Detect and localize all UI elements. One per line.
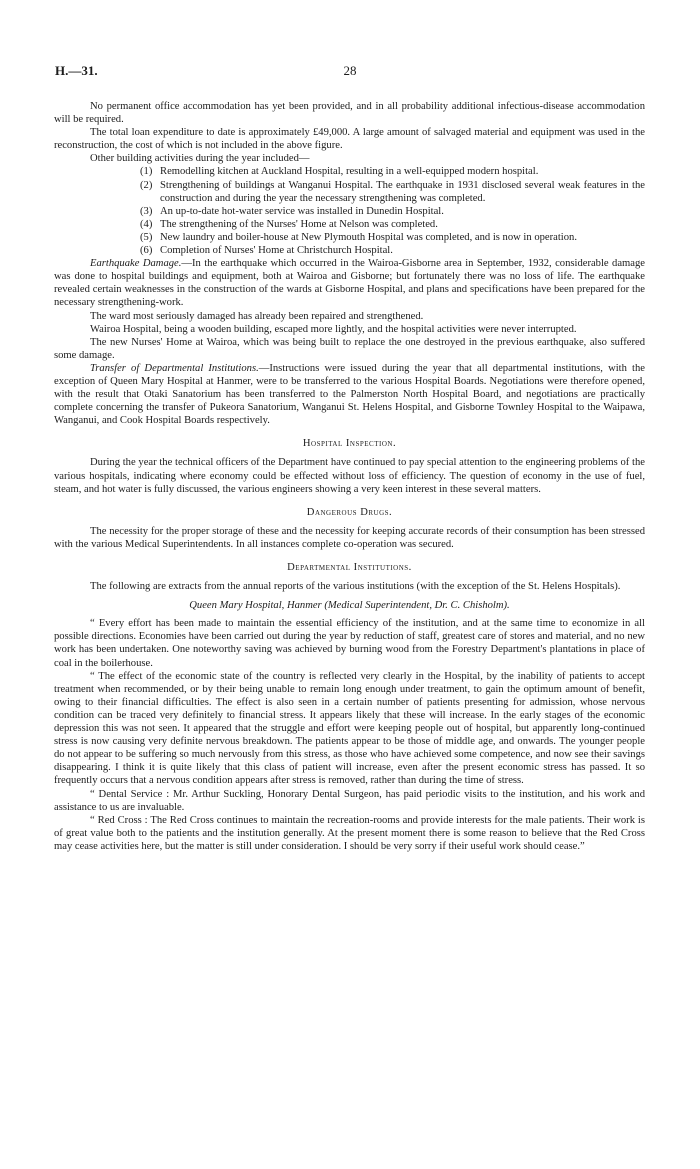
institution-subheading: Queen Mary Hospital, Hanmer (Medical Superintendent, Dr. C. Chisholm). <box>189 600 510 612</box>
list-item-number: (3) <box>140 205 153 217</box>
paragraph: The following are extracts from the annual reports of the various institutions (with the exception of the St. Helens Hospitals). <box>90 581 621 593</box>
section-title-dangerous-drugs: Dangerous Drugs. <box>306 506 393 518</box>
quoted-paragraph: “ The effect of the economic state of the country is reflected very clearly in the Hospital, by the inability of patients to accept treatment when recommended, or by their being unable to remain long enough under treatment, to gain the optimum amount of benefit, owing to their financial difficulties. The effect is also seen in a certain number of patients presenting for admission, whose nervous condition can be traced very definitely to financial stress. It appears likely that these will increase. In the early stages of the economic depression this was not seen. It appeared that the struggle and effort were keeping people out of hospital, but apparently long-continued stress is now causing very definite nervous breakdown. The patients appear to be those of middle age, and onwards. The younger people do not appear to be suffering so much nervously from this stress, as those who have achieved some competence, and now see their savings disappearing. I think it is quite likely that this class of patient will increase, even after the present economic stress has passed. It so frequently occurs that a nervous condition appears after stress is removed, rather than during the time of stress. <box>54 670 645 787</box>
paragraph: The new Nurses' Home at Wairoa, which was being built to replace the one destroyed in the previous earthquake, also suffered some damage. <box>54 336 645 361</box>
list-item-text: Remodelling kitchen at Auckland Hospital, resulting in a well-equipped modern hospital. <box>160 166 539 178</box>
list-item-text: New laundry and boiler-house at New Plymouth Hospital was completed, and is now in operation. <box>160 231 577 243</box>
page-header <box>0 64 700 80</box>
paragraph: Other building activities during the year included— <box>90 153 310 165</box>
transfer-text: —Instructions were issued during the year that all departmental institutions, with the exception of Queen Mary Hospital at Hanmer, were to be transferred to the various Hospital Boards. Negotiations were therefore opened, with the result that Otaki Sanatorium has been transferred to the Palmerston North Hospital Board, and negotiations are practically complete concerning the transfer of Pukeora Sanatorium, Wanganui St. Helens Hospital, and Gisborne Townley Hospital to the Waipawa, Wanganui, and Cook Hospital Boards respectively. <box>54 362 645 427</box>
list-item <box>140 244 645 257</box>
list-item <box>140 165 645 178</box>
paragraph: The ward most seriously damaged has already been repaired and strengthened. <box>90 310 424 322</box>
page-number: 28 <box>343 63 357 78</box>
list-item <box>140 218 645 231</box>
list-item-number: (6) <box>140 245 153 257</box>
list-item-text: Strengthening of buildings at Wanganui Hospital. The earthquake in 1931 disclosed several weak features in the construction and during the year the necessary strengthening was completed. <box>160 179 645 204</box>
transfer-heading: Transfer of Departmental Institutions. <box>90 362 259 374</box>
page-body <box>54 100 645 853</box>
quoted-paragraph: “ Dental Service : Mr. Arthur Suckling, Honorary Dental Surgeon, has paid periodic visits to the institution, and his work and assistance to us are invaluable. <box>54 788 645 813</box>
list-item-text: The strengthening of the Nurses' Home at Nelson was completed. <box>160 218 438 230</box>
list-item-number: (2) <box>140 179 153 191</box>
list-item <box>140 205 645 218</box>
quoted-paragraph: “ Every effort has been made to maintain the essential efficiency of the institution, and at the same time to economize in all possible directions. Economies have been carried out during the year by reduction of staff, greatest care of stores and material, and no new work has been undertaken. One noteworthy saving was achieved by burning wood from the Forestry Department's plantations in place of coal in the boilerhouse. <box>54 618 645 669</box>
earthquake-text: —In the earthquake which occurred in the Wairoa-Gisborne area in September, 1932, considerable damage was done to hospital buildings and equipment, both at Wairoa and Gisborne; but fortunately there was no loss of life. The earthquake revealed certain weaknesses in the construction of the wards at Gisborne Hospital, and plans and specifications have been prepared for the necessary strengthening-work. <box>54 258 645 309</box>
paragraph: During the year the technical officers of the Department have continued to pay special attention to the engineering problems of the various hospitals, indicating where economy could be effected without loss of efficiency. The question of economy in the use of fuel, steam, and hot water is fully discussed, the various engineers showing a very keen interest in these several matters. <box>54 457 645 495</box>
building-activities-list <box>54 165 645 257</box>
list-item-number: (1) <box>140 166 153 178</box>
paragraph: No permanent office accommodation has yet been provided, and in all probability additional infectious-disease accommodation will be required. <box>54 101 645 126</box>
transfer-paragraph <box>54 362 645 427</box>
section-title-departmental-institutions: Departmental Institutions. <box>287 562 412 573</box>
earthquake-paragraph <box>54 257 645 309</box>
paragraph: Wairoa Hospital, being a wooden building, escaped more lightly, and the hospital activities were never interrupted. <box>90 323 577 335</box>
list-item-text: An up-to-date hot-water service was installed in Dunedin Hospital. <box>160 205 444 217</box>
section-title-hospital-inspection: Hospital Inspection. <box>302 438 397 450</box>
document-code: H.—31. <box>55 63 98 78</box>
list-item <box>140 179 645 205</box>
quoted-paragraph: “ Red Cross : The Red Cross continues to maintain the recreation-rooms and provide interests for the male patients. Their work is of great value both to the patients and the institution generally. At the present moment there is some reason to believe that the Red Cross may cease activities here, but the matter is still under consideration. I should be very sorry if their useful work should cease.” <box>54 814 645 852</box>
earthquake-heading: Earthquake Damage. <box>90 258 182 270</box>
list-item-number: (4) <box>140 218 153 230</box>
paragraph: The necessity for the proper storage of these and the necessity for keeping accurate records of their consumption has been stressed with the various Medical Superintendents. In all instances complete co-operation was secured. <box>54 525 645 550</box>
list-item <box>140 231 645 244</box>
list-item-number: (5) <box>140 231 153 243</box>
list-item-text: Completion of Nurses' Home at Christchurch Hospital. <box>160 245 393 257</box>
paragraph: The total loan expenditure to date is approximately £49,000. A large amount of salvaged material and equipment was used in the reconstruction, the cost of which is not included in the above figure. <box>54 127 645 152</box>
